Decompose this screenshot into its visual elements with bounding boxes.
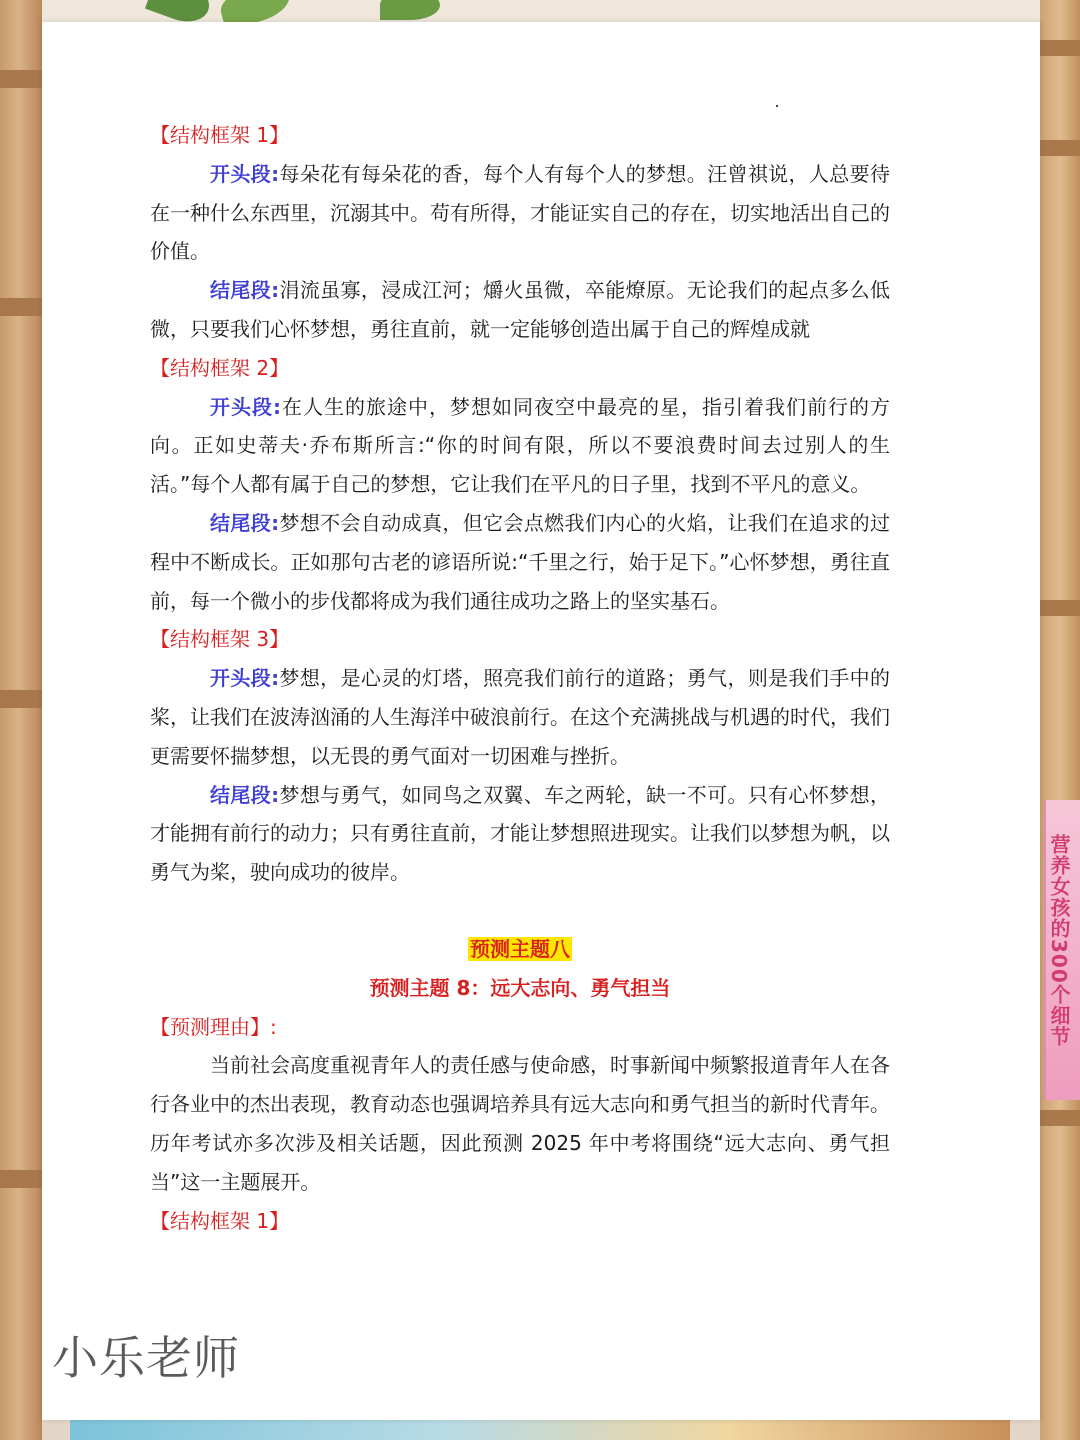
background-book-spine [1044, 800, 1080, 1100]
opening-text: 梦想，是心灵的灯塔，照亮我们前行的道路；勇气，则是我们手中的桨，让我们在波涛汹涌的人生海洋中破浪前行。在这个充满挑战与机遇的时代，我们更需要怀揣梦想，以无畏的勇气面对一切困难与挫折。 [150, 666, 891, 768]
theme-heading: 预测主题八 [470, 936, 570, 961]
structure-frame-heading: 【结构框架 1】 [150, 1208, 290, 1233]
ending-label: 结尾段: [210, 782, 280, 807]
ending-label: 结尾段: [210, 510, 280, 535]
shelf-board [0, 70, 42, 88]
left-bookshelf [0, 0, 42, 1440]
opening-text: 每朵花有每朵花的香，每个人有每个人的梦想。汪曾祺说，人总要待在一种什么东西里，沉溺其中。苟有所得，才能证实自己的存在，切实地活出自己的价值。 [150, 161, 891, 264]
prediction-reason-label: 【预测理由】: [150, 1014, 277, 1039]
shelf-board [1040, 140, 1080, 156]
shelf-board [0, 1170, 42, 1188]
theme-title: 预测主题 8：远大志向、勇气担当 [369, 975, 671, 1000]
prediction-reason-text: 当前社会高度重视青年人的责任感与使命感，时事新闻中频繁报道青年人在各行各业中的杰出表现，教育动态也强调培养具有远大志向和勇气担当的新时代青年。历年考试亦多次涉及相关话题，因此预测 2025 年中考将围绕“远大志向、勇气担当”这一主题展开。 [150, 1053, 890, 1194]
shelf-board [1040, 600, 1080, 616]
plant-leaf [380, 0, 440, 20]
structure-frame-heading: 【结构框架 2】 [150, 355, 290, 380]
document-content [150, 116, 890, 1240]
right-bookshelf [1040, 0, 1080, 1440]
shelf-board [1040, 40, 1080, 56]
shelf-board [0, 298, 42, 316]
shelf-board [0, 690, 42, 708]
theme-heading-row [150, 930, 890, 969]
ending-text: 涓流虽寡，浸成江河；爝火虽微，卒能燎原。无论我们的起点多么低微，只要我们心怀梦想，勇往直前，就一定能够创造出属于自己的辉煌成就 [150, 278, 891, 341]
opening-label: 开头段: [210, 666, 280, 691]
ending-text: 梦想不会自动成真，但它会点燃我们内心的火焰，让我们在追求的过程中不断成长。正如那句古老的谚语所说:“千里之行，始于足下。”心怀梦想，勇往直前，每一个微小的步伐都将成为我们通往成功之路上的坚实基石。 [150, 510, 891, 613]
ending-label: 结尾段: [210, 278, 280, 303]
opening-paragraph [150, 388, 890, 504]
opening-paragraph [150, 155, 890, 271]
page-speck [776, 105, 778, 107]
structure-frame-heading: 【结构框架 1】 [150, 123, 290, 147]
ending-paragraph [150, 776, 890, 892]
opening-label: 开头段: [210, 394, 281, 419]
author-signature: 小乐老师 [52, 1331, 240, 1385]
book-spine-title: 营养女孩的300个细节 [1047, 834, 1071, 1047]
opening-label: 开头段: [210, 161, 280, 186]
shelf-board [1040, 1110, 1080, 1126]
ending-text: 梦想与勇气，如同鸟之双翼、车之两轮，缺一不可。只有心怀梦想，才能拥有前行的动力；只有勇往直前，才能让梦想照进现实。让我们以梦想为帆，以勇气为桨，驶向成功的彼岸。 [150, 782, 891, 885]
ending-paragraph [150, 504, 890, 620]
opening-text: 在人生的旅途中，梦想如同夜空中最亮的星，指引着我们前行的方向。正如史蒂夫·乔布斯所言:“你的时间有限，所以不要浪费时间去过别人的生活。”每个人都有属于自己的梦想，它让我们在平凡的日子里，找到不平凡的意义。 [150, 394, 890, 497]
section-spacer [150, 892, 890, 930]
ending-paragraph [150, 271, 890, 349]
structure-frame-heading: 【结构框架 3】 [150, 627, 290, 652]
opening-paragraph [150, 659, 890, 775]
